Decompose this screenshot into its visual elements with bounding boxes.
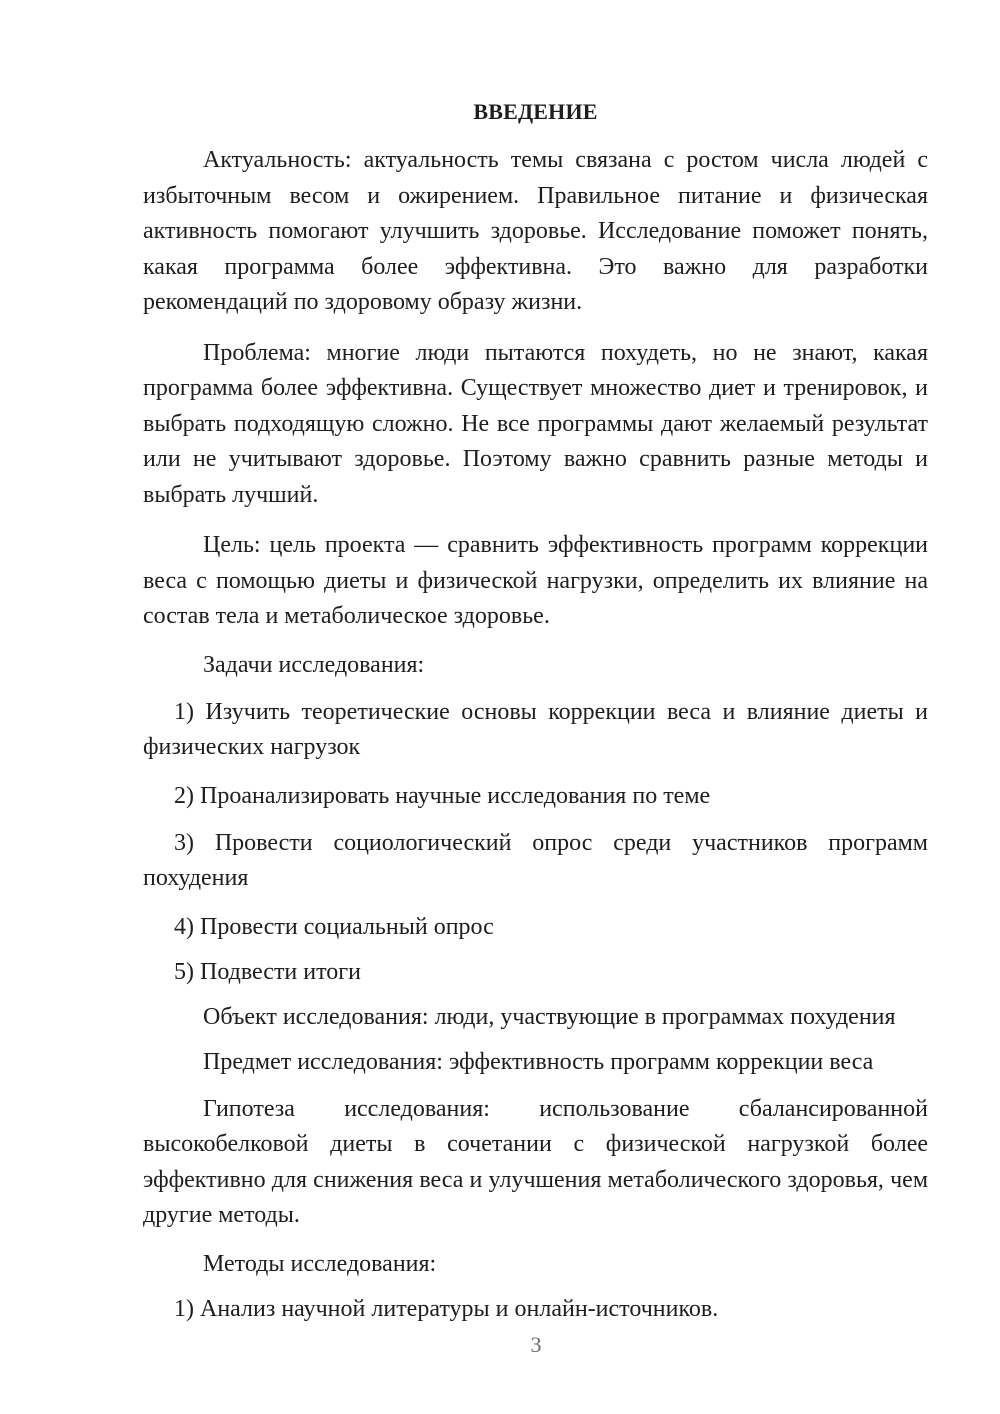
task-text: 4) Провести социальный опрос [174,913,494,940]
methods-heading-text: Методы исследования: [203,1250,437,1277]
document-body [143,98,928,1339]
section-title: ВВЕДЕНИЕ [473,99,598,124]
task-item-5 [143,957,928,987]
hypothesis-paragraph [143,1092,928,1234]
task-item-1 [143,695,928,766]
task-text: 5) Подвести итоги [174,958,361,985]
subject-paragraph [143,1047,928,1077]
goal-text: Цель: цель проекта — сравнить эффективность программ коррекции веса с помощью диеты и физической нагрузки, определить их влияние на состав тела и метаболическое здоровье. [143,532,928,629]
method-item-1 [143,1294,928,1324]
task-text: 1) Изучить теоретические основы коррекции веса и влияние диеты и физических нагрузок [143,698,928,760]
task-text: 3) Провести социологический опрос среди участников программ похудения [143,829,928,891]
relevance-text: Актуальность: актуальность темы связана с ростом числа людей с избыточным весом и ожирением. Правильное питание и физическая активность помогают улучшить здоровье. Исследование поможет понять, какая программа более эффективна. Это важно для разработки рекомендаций по здоровому образу жизни. [143,147,928,315]
hypothesis-text: Гипотеза исследования: использование сбалансированной высокобелковой диеты в сочетании с физической нагрузкой более эффективно для снижения веса и улучшения метаболического здоровья, чем другие методы. [143,1095,928,1228]
subject-text: Предмет исследования: эффективность программ коррекции веса [203,1048,874,1075]
method-text: 1) Анализ научной литературы и онлайн-источников. [174,1295,719,1322]
problem-paragraph [143,336,928,514]
task-text: 2) Проанализировать научные исследования по теме [174,782,711,809]
relevance-paragraph [143,143,928,321]
problem-text: Проблема: многие люди пытаются похудеть, но не знают, какая программа более эффективна. Существует множество диет и тренировок, и выбрать подходящую сложно. Не все программы дают желаемый результат или не учитывают здоровье. Поэтому важно сравнить разные методы и выбрать лучший. [143,339,928,508]
goal-paragraph [143,528,928,635]
task-item-3 [143,826,928,897]
page-number: 3 [530,1332,542,1357]
task-item-2 [143,781,928,811]
task-item-4 [143,912,928,942]
object-paragraph [143,1002,928,1032]
tasks-heading [143,650,928,680]
methods-heading [143,1249,928,1279]
object-text: Объект исследования: люди, участвующие в программах похудения [203,1003,896,1030]
tasks-heading-text: Задачи исследования: [203,651,425,678]
